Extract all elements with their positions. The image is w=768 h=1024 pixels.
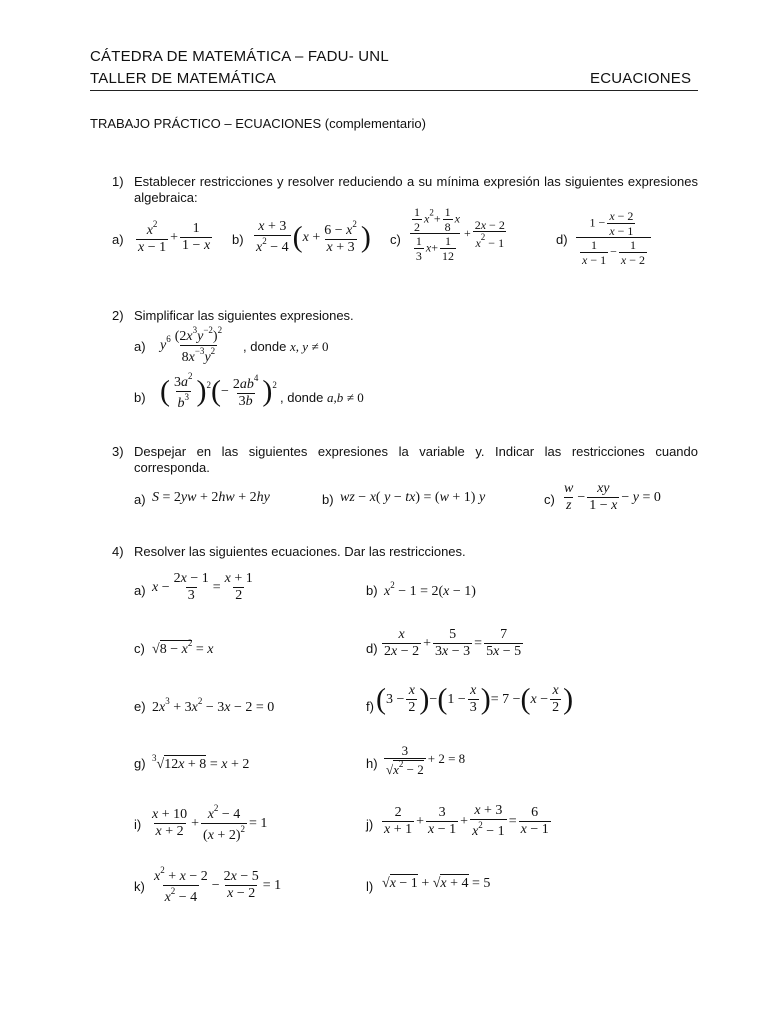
header-course: TALLER DE MATEMÁTICA bbox=[90, 70, 276, 87]
ex2-expression-a: $y^6$ $\frac{(2x^3y^{-2})^2}{8x^{-3}y^2}$ bbox=[160, 325, 223, 365]
ex4-equation-k: $\frac{x^2 + x - 2}{x^2 - 4}$ − $\frac{2x - 5}{x - 2}$ = 1 bbox=[154, 865, 282, 905]
ex4-label-i: i) bbox=[134, 817, 142, 832]
ex3-expression-b: wz − x( y − tx) = (w + 1) y bbox=[340, 490, 486, 505]
exercise-1-statement: Establecer restricciones y resolver reduciendo a su mínima expresión las siguientes expresiones algebraica: bbox=[134, 174, 698, 205]
ex3-label-a: a) bbox=[134, 492, 146, 507]
exercise-3-statement: Despejar en las siguientes expresiones la variable y. Indicar las restricciones cuando corresponda. bbox=[134, 444, 698, 475]
ex3-label-c: c) bbox=[544, 492, 555, 507]
exercise-4-statement: Resolver las siguientes ecuaciones. Dar las restricciones. bbox=[134, 544, 466, 559]
ex4-label-b: b) bbox=[366, 583, 378, 598]
ex4-equation-j: $\frac{2}{x + 1}$ + $\frac{3}{x - 1}$ + $\frac{x + 3}{x^2 - 1}$ = $\frac{6}{x - 1}$ bbox=[384, 803, 549, 839]
ex4-equation-h: $\frac{3}{√x^2 - 2}$ + 2 = 8 bbox=[386, 743, 466, 777]
header-rule bbox=[90, 90, 698, 91]
ex4-equation-c: $√8 - x^2 = x$ bbox=[152, 638, 214, 657]
exercise-4-number: 4) bbox=[112, 544, 124, 559]
worksheet-subtitle: TRABAJO PRÁCTICO – ECUACIONES (complementario) bbox=[90, 116, 426, 131]
ex4-equation-b: $x^2 - 1 = 2(x - 1)$ bbox=[384, 580, 476, 599]
ex3-label-b: b) bbox=[322, 492, 334, 507]
ex1-expression-a: $\frac{x^2}{x - 1}$ + $\frac{1}{1 - x}$ bbox=[138, 219, 211, 255]
ex4-label-f: f) bbox=[366, 699, 374, 714]
ex1-expression-b: $\frac{x + 3}{x^2 - 4}$ (x + $\frac{6 - x^2}{x + 3}$ ) bbox=[256, 219, 371, 255]
ex2-b-condition: , donde a,b ≠ 0 bbox=[280, 390, 364, 405]
ex4-equation-a: x − $\frac{2x - 1}{3}$ = $\frac{x + 1}{2}$ bbox=[152, 571, 253, 603]
ex4-label-d: d) bbox=[366, 641, 378, 656]
ex4-equation-e: $2x^3 + 3x^2 - 3x - 2 = 0$ bbox=[152, 696, 275, 715]
ex4-label-e: e) bbox=[134, 699, 146, 714]
ex3-expression-a: S = 2yw + 2hw + 2hy bbox=[152, 490, 270, 505]
ex2-a-condition: , donde x, y ≠ 0 bbox=[243, 339, 329, 354]
exercise-3-number: 3) bbox=[112, 444, 124, 459]
exercise-1-number: 1) bbox=[112, 174, 124, 189]
ex4-equation-d: $\frac{x}{2x - 2}$ + $\frac{5}{3x - 3}$ = $\frac{7}{5x - 5}$ bbox=[384, 627, 522, 659]
ex1-label-b: b) bbox=[232, 232, 244, 247]
ex4-label-g: g) bbox=[134, 756, 146, 771]
ex3-expression-c: $\frac{w}{z}$ − $\frac{xy}{1 - x}$ − y = 0 bbox=[564, 481, 661, 513]
ex1-label-c: c) bbox=[390, 232, 401, 247]
exercise-2-statement: Simplificar las siguientes expresiones. bbox=[134, 308, 354, 323]
ex1-label-a: a) bbox=[112, 232, 124, 247]
ex4-label-k: k) bbox=[134, 879, 145, 894]
exercise-2-number: 2) bbox=[112, 308, 124, 323]
ex4-equation-l: √x − 1 + √x + 4 = 5 bbox=[382, 876, 491, 891]
ex1-label-d: d) bbox=[556, 232, 568, 247]
ex2-label-a: a) bbox=[134, 339, 146, 354]
ex2-expression-b: ( $\frac{3a^2}{b^3}$ )$^2$(− $\frac{2ab^4}{3b}$ )$^2$ bbox=[160, 371, 277, 411]
ex4-equation-i: $\frac{x + 10}{x + 2}$ + $\frac{x^2 - 4}{(x + 2)^2}$ = 1 bbox=[152, 803, 268, 843]
ex4-label-c: c) bbox=[134, 641, 145, 656]
ex2-label-b: b) bbox=[134, 390, 146, 405]
header-title: CÁTEDRA DE MATEMÁTICA – FADU- UNL bbox=[90, 48, 389, 65]
ex4-label-l: l) bbox=[366, 879, 374, 894]
ex4-label-j: j) bbox=[366, 817, 374, 832]
ex4-equation-f: (3 − $\frac{x}{2}$ )−(1 − $\frac{x}{3}$ )= 7 −(x − $\frac{x}{2}$ ) bbox=[376, 682, 574, 716]
ex1-expression-d: 1 − $\frac{x - 2}{x - 1}$ $\frac{1}{x - 1}$ − $\frac{1}{x - 2}$ bbox=[574, 210, 653, 266]
ex4-label-h: h) bbox=[366, 756, 378, 771]
ex1-expression-c: $\frac{1}{2}$ $x^2+$ $\frac{1}{8}$ x $\frac{1}{3}$ x+ $\frac{1}{12}$ + $\frac{2x - 2}{x^2 - 1}$ bbox=[406, 206, 509, 262]
ex4-equation-g: $^3$√12x + 8 = x + 2 bbox=[152, 753, 250, 772]
ex4-label-a: a) bbox=[134, 583, 146, 598]
header-topic: ECUACIONES bbox=[590, 70, 692, 87]
